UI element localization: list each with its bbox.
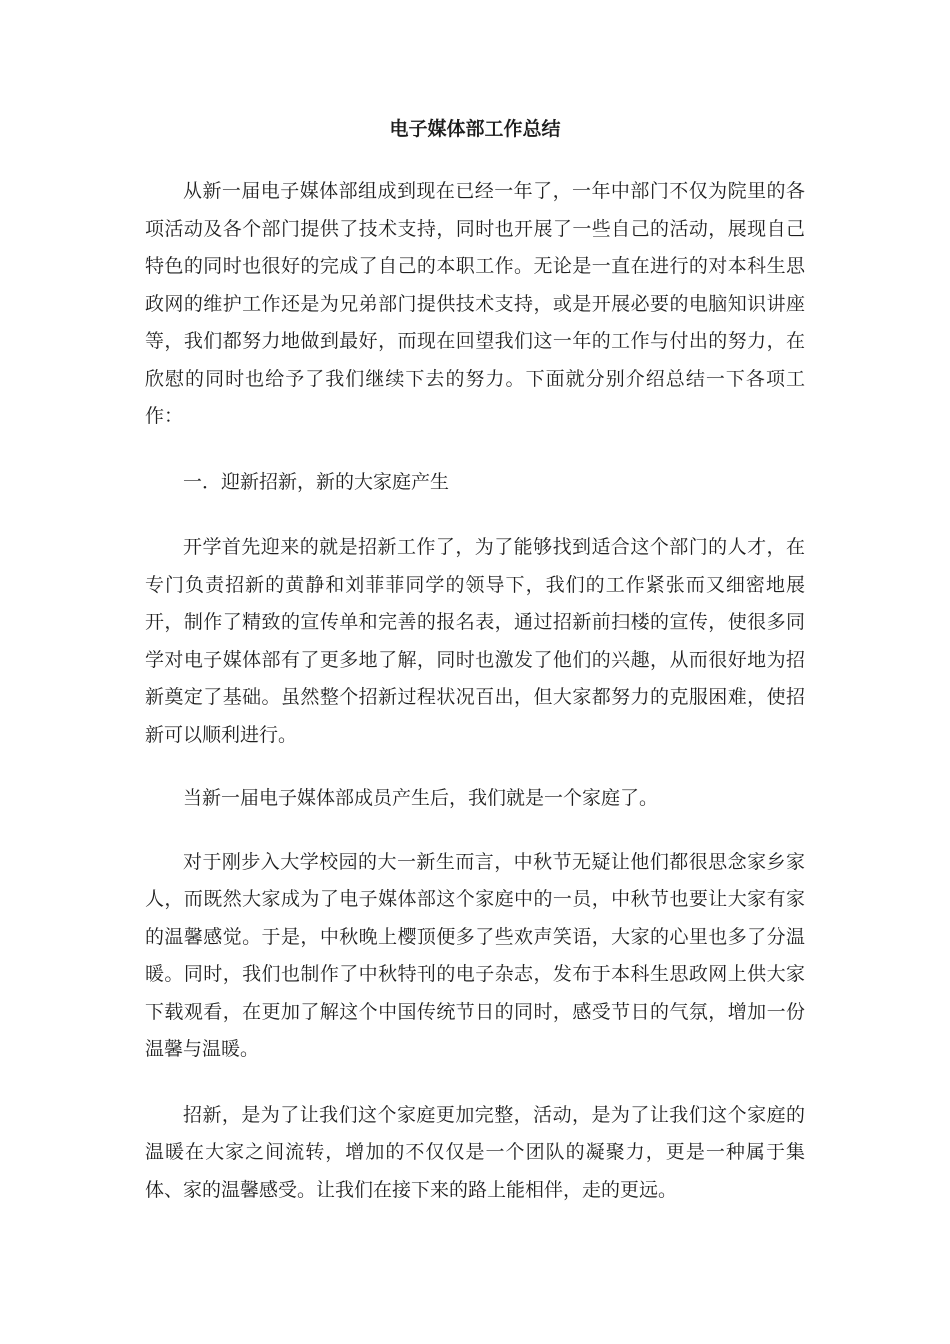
paragraph-mid-autumn: 对于刚步入大学校园的大一新生而言，中秋节无疑让他们都很思念家乡家人，而既然大家成为了电子媒体部这个家庭中的一员，中秋节也要让大家有家的温馨感觉。于是，中秋晚上樱顶便多了些欢声笑语，大家的心里也多了分温暖。同时，我们也制作了中秋特刊的电子杂志，发布于本科生思政网上供大家下载观看，在更加了解这个中国传统节日的同时，感受节日的气氛，增加一份温馨与温暖。 bbox=[145, 850, 805, 1060]
paragraph-new-family: 当新一届电子媒体部成员产生后，我们就是一个家庭了。 bbox=[183, 787, 659, 809]
paragraph-recruitment: 开学首先迎来的就是招新工作了，为了能够找到适合这个部门的人才，在专门负责招新的黄静和刘菲菲同学的领导下，我们的工作紧张而又细密地展开，制作了精致的宣传单和完善的报名表，通过招新前扫楼的宣传，使很多同学对电子媒体部有了更多地了解，同时也激发了他们的兴趣，从而很好地为招新奠定了基础。虽然整个招新过程状况百出，但大家都努力的克服困难，使招新可以顺利进行。 bbox=[145, 536, 805, 746]
document-title: 电子媒体部工作总结 bbox=[389, 118, 561, 140]
document-body bbox=[145, 173, 805, 1209]
paragraph-intro: 从新一届电子媒体部组成到现在已经一年了，一年中部门不仅为院里的各项活动及各个部门提供了技术支持，同时也开展了一些自己的活动，展现自己特色的同时也很好的完成了自己的本职工作。无论是一直在进行的对本科生思政网的维护工作还是为兄弟部门提供技术支持，或是开展必要的电脑知识讲座等，我们都努力地做到最好，而现在回望我们这一年的工作与付出的努力，在欣慰的同时也给予了我们继续下去的努力。下面就分别介绍总结一下各项工作： bbox=[145, 180, 805, 427]
section-heading-recruitment: 一．迎新招新，新的大家庭产生 bbox=[183, 470, 450, 493]
paragraph-conclusion: 招新，是为了让我们这个家庭更加完整，活动，是为了让我们这个家庭的温暖在大家之间流转，增加的不仅仅是一个团队的凝聚力，更是一种属于集体、家的温馨感受。让我们在接下来的路上能相伴，走的更远。 bbox=[145, 1103, 805, 1201]
